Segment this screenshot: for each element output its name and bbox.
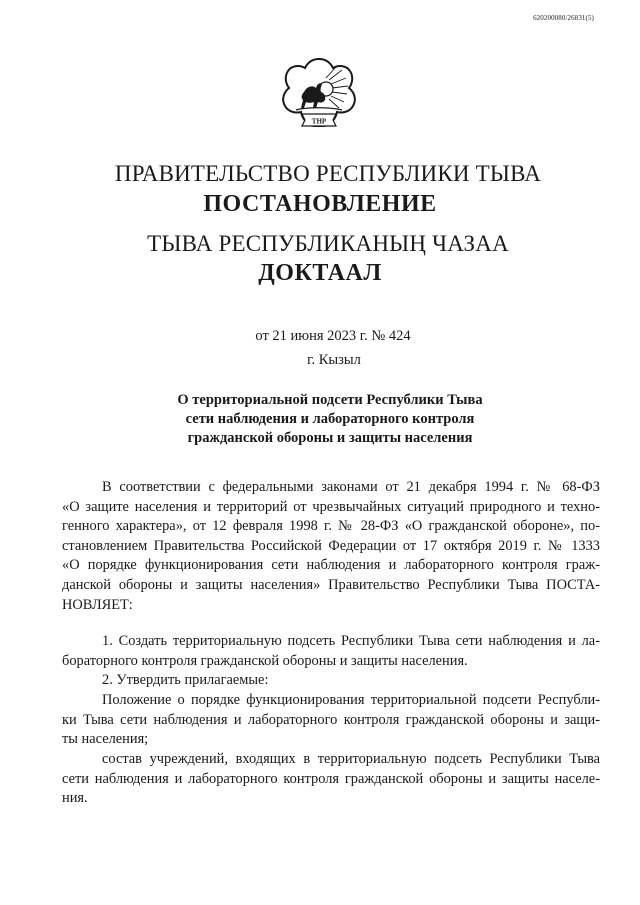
text-line: генного характера», от 12 февраля 1998 г. № 28-ФЗ «О гражданской обороне», по- <box>62 518 600 535</box>
text-line: 2. Утвердить прилагаемые: <box>102 672 269 688</box>
decree-date-number: от 21 июня 2023 г. № 424 <box>255 328 411 344</box>
text-line: Положение о порядке функционирования территориальной подсети Республи- <box>102 692 600 708</box>
government-name-tyv: ТЫВА РЕСПУБЛИКАНЫҢ ЧАЗАА <box>147 231 509 256</box>
emblem-banner-text: ТНР <box>311 117 327 126</box>
clause-1 <box>62 632 600 671</box>
text-line: 1. Создать территориальную подсеть Республики Тыва сети наблюдения и ла- <box>102 633 600 649</box>
decree-title-line: сети наблюдения и лабораторного контроля <box>185 411 475 427</box>
preamble-paragraph <box>62 478 600 615</box>
text-line: «О защите населения и территорий от чрезвычайных ситуаций природного и техно- <box>62 498 600 515</box>
text-line: НОВЛЯЕТ: <box>62 596 133 613</box>
decree-title <box>0 391 640 448</box>
decree-title-line: О территориальной подсети Республики Тыва <box>177 392 483 408</box>
decree-heading-tyv: ДОКТААЛ <box>258 260 382 286</box>
text-line: ния. <box>62 790 88 807</box>
text-line: В соответствии с федеральными законами от 21 декабря 1994 г. № 68-ФЗ <box>102 479 600 495</box>
document-code: 620200080/26831(5) <box>533 14 594 22</box>
government-name-ru: ПРАВИТЕЛЬСТВО РЕСПУБЛИКИ ТЫВА <box>114 161 542 186</box>
clause-2-item-regulation <box>62 691 600 750</box>
tuva-coat-of-arms-icon <box>280 56 358 138</box>
clause-2-item-composition <box>62 750 600 809</box>
text-line: данской обороны и защиты населения» Правительство Республики Тыва ПОСТА- <box>62 576 600 593</box>
decree-heading-ru: ПОСТАНОВЛЕНИЕ <box>203 191 437 217</box>
decree-title-line: гражданской обороны и защиты населения <box>187 430 473 446</box>
text-line: ты населения; <box>62 731 149 748</box>
text-line: сети наблюдения и лабораторного контроля гражданской обороны и защиты населе- <box>62 770 600 787</box>
text-line: «О порядке функционирования сети наблюдения и лабораторного контроля граж- <box>62 557 600 574</box>
text-line: ки Тыва сети наблюдения и лабораторного контроля гражданской обороны и защи- <box>62 711 600 728</box>
text-line: становлением Правительства Российской Федерации от 17 октября 2019 г. № 1333 <box>62 537 600 554</box>
decree-city: г. Кызыл <box>307 352 361 368</box>
clause-2 <box>62 671 600 691</box>
text-line: состав учреждений, входящих в территориальную подсеть Республики Тыва <box>102 751 600 767</box>
text-line: бораторного контроля гражданской обороны и защиты населения. <box>62 652 468 669</box>
